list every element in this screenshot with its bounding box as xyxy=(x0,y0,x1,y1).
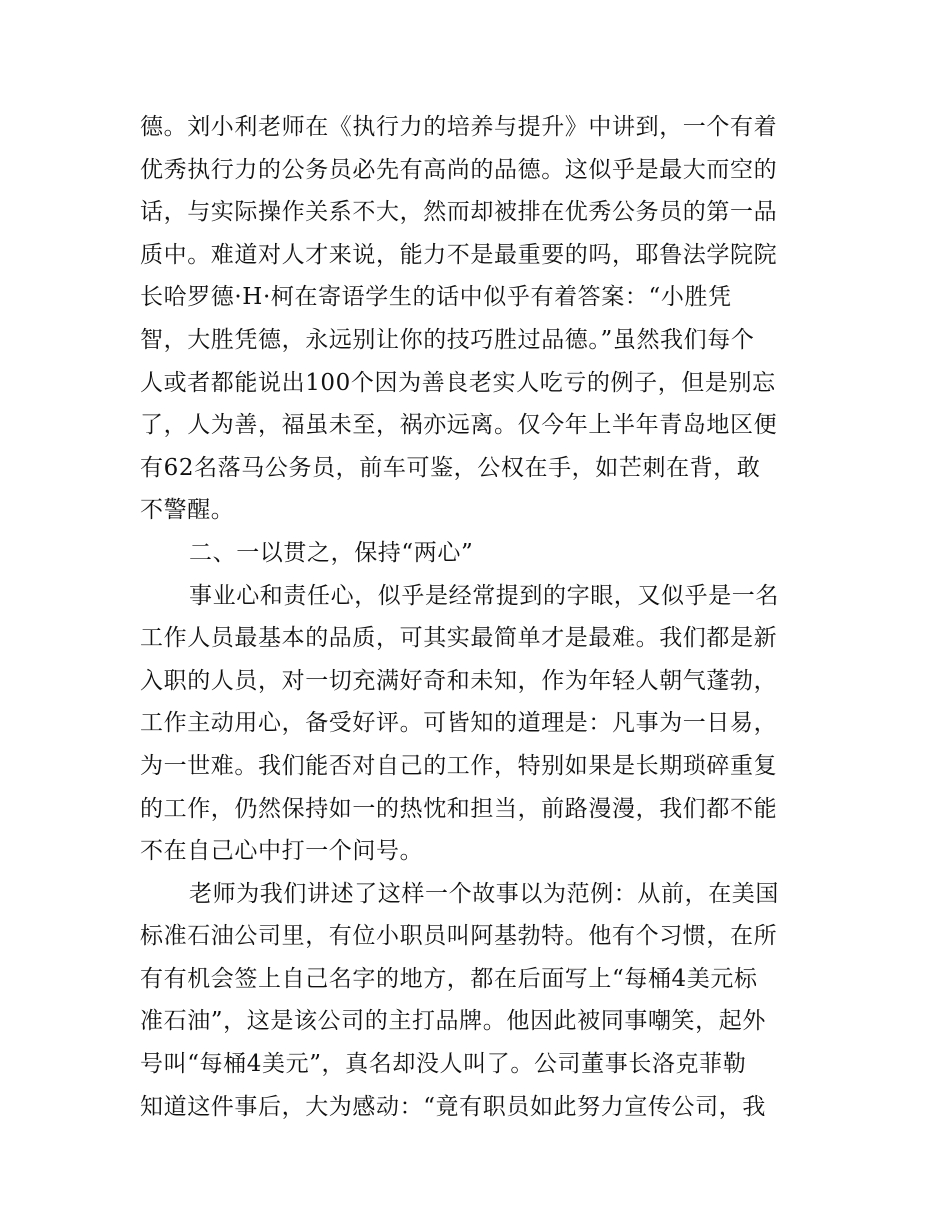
text-line: 有有机会签上自己名字的地方，都在后面写上“每桶4美元标 xyxy=(140,965,758,992)
text-line: 工作主动用心，备受好评。可皆知的道理是：凡事为一日易， xyxy=(140,710,778,737)
text-line: 有62名落马公务员，前车可鉴，公权在手，如芒刺在背，敢 xyxy=(140,454,761,481)
text-line: 事业心和责任心，似乎是经常提到的字眼，又似乎是一名 xyxy=(189,582,779,609)
text-line: 不在自己心中打一个问号。 xyxy=(140,838,424,865)
text-line: 了，人为善，福虽未至，祸亦远离。仅今年上半年青岛地区便 xyxy=(140,412,778,439)
text-line: 智，大胜凭德，永远别让你的技巧胜过品德。”虽然我们每个 xyxy=(140,326,755,353)
text-line: 德。刘小利老师在《执行力的培养与提升》中讲到，一个有着 xyxy=(140,114,778,140)
text-line: 为一世难。我们能否对自己的工作，特别如果是长期琐碎重复 xyxy=(140,752,778,779)
text-line: 老师为我们讲述了这样一个故事以为范例：从前，在美国 xyxy=(189,880,779,907)
text-line: 准石油”，这是该公司的主打品牌。他因此被同事嘲笑，起外 xyxy=(140,1008,766,1035)
text-line: 二、一以贯之，保持“两心” xyxy=(189,539,474,566)
text-line: 长哈罗德·H·柯在寄语学生的话中似乎有着答案：“小胜凭 xyxy=(140,284,732,311)
text-line: 标准石油公司里，有位小职员叫阿基勃特。他有个习惯，在所 xyxy=(140,923,778,950)
text-line: 工作人员最基本的品质，可其实最简单才是最难。我们都是新 xyxy=(140,625,778,652)
text-line: 不警醒。 xyxy=(140,497,235,524)
document-body-text xyxy=(140,106,812,1128)
text-line: 优秀执行力的公务员必先有高尚的品德。这似乎是最大而空的 xyxy=(140,156,778,183)
text-line: 号叫“每桶4美元”，真名却没人叫了。公司董事长洛克菲勒 xyxy=(140,1051,747,1078)
text-line: 的工作，仍然保持如一的热忱和担当，前路漫漫，我们都不能 xyxy=(140,795,778,822)
text-line: 话，与实际操作关系不大，然而却被排在优秀公务员的第一品 xyxy=(140,199,778,226)
text-line: 入职的人员，对一切充满好奇和未知，作为年轻人朝气蓬勃， xyxy=(140,667,778,694)
text-line: 知道这件事后，大为感动：“竟有职员如此努力宣传公司，我 xyxy=(140,1093,766,1120)
text-line: 质中。难道对人才来说，能力不是最重要的吗，耶鲁法学院院 xyxy=(140,241,778,268)
text-line: 人或者都能说出100个因为善良老实人吃亏的例子，但是别忘 xyxy=(140,369,776,396)
